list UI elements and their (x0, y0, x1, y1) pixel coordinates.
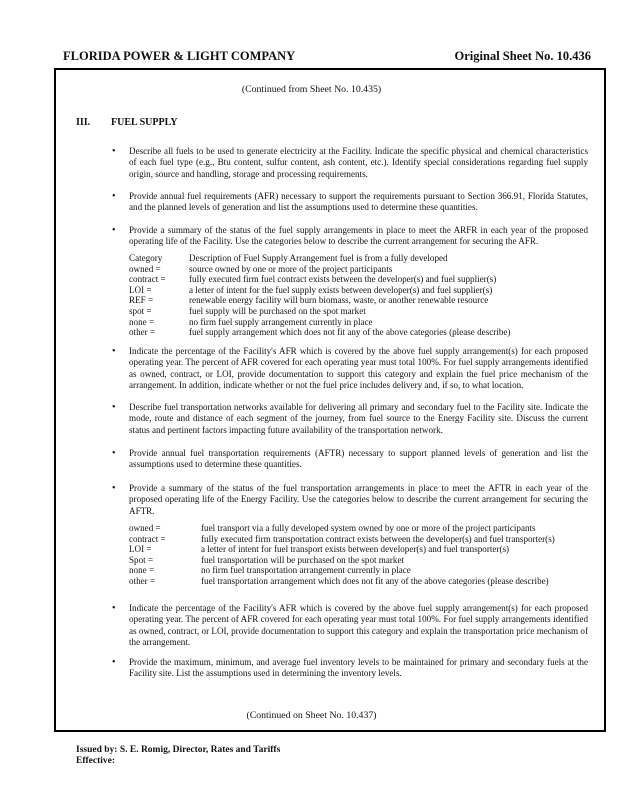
category-row (129, 576, 589, 587)
category-row (129, 253, 589, 264)
category-row (129, 306, 589, 317)
category-row (129, 327, 589, 338)
fuel-category-list (129, 253, 589, 338)
bullet-icon: • (112, 657, 116, 668)
category-desc: fuel supply arrangement which does not fit any of the above categories (please describe) (189, 327, 511, 338)
category-row (129, 523, 589, 534)
category-row (129, 295, 589, 306)
section-title: FUEL SUPPLY (111, 117, 178, 128)
company-name: FLORIDA POWER & LIGHT COMPANY (63, 49, 296, 63)
category-key: contract = (129, 533, 166, 544)
paragraph-transport-summary: Provide a summary of the status of the fuel transportation arrangements in place to meet the AFTR in each year of the proposed operating life of the Energy Facility. Use the categories below to describe the current arrangement for securing the AFTR. (129, 483, 588, 516)
effective-date: Effective: (76, 756, 116, 767)
bullet-icon: • (112, 146, 116, 157)
category-key: LOI = (129, 284, 152, 295)
category-desc: source owned by one or more of the project participants (189, 263, 393, 274)
category-row (129, 555, 589, 566)
category-desc: fuel transportation will be purchased on the spot market (201, 554, 405, 565)
category-key: none = (129, 316, 155, 327)
category-key: other = (129, 327, 156, 338)
category-desc: fuel transportation arrangement which does not fit any of the above categories (please describe) (201, 575, 549, 586)
category-desc: a letter of intent for the fuel supply exists between developer(s) and fuel supplier(s) (189, 284, 493, 295)
sheet-number: Original Sheet No. 10.436 (454, 49, 591, 63)
bullet-icon: • (112, 448, 116, 459)
category-desc: fuel supply will be purchased on the spot market (189, 305, 366, 316)
category-key: LOI = (129, 544, 152, 555)
footer (76, 745, 280, 768)
category-desc: Description of Fuel Supply Arrangement fuel is from a fully developed (189, 253, 448, 263)
category-desc: fully executed firm transportation contract exists between the developer(s) and fuel transporter(s) (201, 533, 555, 544)
category-key: owned = (129, 523, 161, 533)
category-desc: fuel transport via a fully developed system owned by one or more of the project participants (201, 523, 536, 533)
category-desc: renewable energy facility will burn biomass, waste, or another renewable resource (189, 295, 489, 306)
paragraph-transport-percentage: Indicate the percentage of the Facility's AFR which is covered by the above fuel supply arrangement(s) for each proposed operating year. The percent of AFR covered for each operating year must total 100%. For fuel supply arrangements identified as owned, contract, or LOI, provide documentation to support this category and explain the transportation price mechanism of the arrangement. (129, 603, 588, 648)
paragraph-afr-percentage: Indicate the percentage of the Facility's AFR which is covered by the above fuel supply arrangement(s) for each proposed operating year. The percent of AFR covered for each operating year must total 100%. For fuel supply arrangements identified as owned, contract, or LOI, provide documentation to support this category and explain the fuel price mechanism of the arrangement. In addition, indicate whether or not the fuel price includes delivery and, if so, to what location. (129, 346, 588, 391)
category-desc: no firm fuel supply arrangement currently in place (189, 316, 373, 327)
transport-category-list (129, 523, 589, 587)
category-row (129, 317, 589, 328)
paragraph-transport-networks: Describe fuel transportation networks available for delivering all primary and secondary fuel to the Facility site. Indicate the mode, route and distance of each segment of the journey, from fuel source to the Energy Facility site. Discuss the current status and pertinent factors impacting future availability of the transportation network. (129, 402, 588, 435)
paragraph-fuel-description: Describe all fuels to be used to generate electricity at the Facility. Indicate the specific physical and chemical characteristics of each fuel type (e.g., Btu content, sulfur content, ash content, etc.). Identify special considerations regarding fuel supply origin, source and handling, storage and processing requirements. (129, 146, 588, 179)
category-desc: no firm fuel transportation arrangement currently in place (201, 565, 411, 576)
category-key: owned = (129, 263, 161, 274)
issued-by: Issued by: S. E. Romig, Director, Rates and Tariffs (76, 745, 281, 755)
paragraph-fuel-inventory: Provide the maximum, minimum, and average fuel inventory levels to be maintained for primary and secondary fuels at the Facility site. List the assumptions used in determining the inventory levels. (129, 657, 588, 679)
category-key: none = (129, 565, 155, 576)
category-key: spot = (129, 305, 152, 316)
category-row (129, 534, 589, 545)
category-row (129, 264, 589, 275)
category-key: other = (129, 575, 156, 586)
category-desc: fully executed firm fuel contract exists between the developer(s) and fuel supplier(s) (189, 274, 497, 285)
category-row (129, 285, 589, 296)
section-number: III. (76, 117, 91, 128)
bullet-icon: • (112, 346, 116, 357)
category-key: Spot = (129, 554, 154, 565)
category-key: Category (129, 253, 163, 263)
paragraph-aftr: Provide annual fuel transportation requirements (AFTR) necessary to support planned levels of generation and list the assumptions used to determine these quantities. (129, 448, 588, 470)
continued-on-note: (Continued on Sheet No. 10.437) (246, 710, 377, 721)
bullet-icon: • (112, 191, 116, 202)
paragraph-annual-fuel-requirements: Provide annual fuel requirements (AFR) necessary to support the requirements pursuant to Section 366.91, Florida Statutes, and the planned levels of generation and list the assumptions used to determine these quantities. (129, 191, 588, 213)
continued-from-note: (Continued from Sheet No. 10.435) (241, 84, 382, 95)
bullet-icon: • (112, 603, 116, 614)
bullet-icon: • (112, 402, 116, 413)
bullet-icon: • (112, 483, 116, 494)
category-key: contract = (129, 274, 166, 285)
category-desc: a letter of intent for fuel transport exists between developer(s) and fuel transporter(s) (201, 544, 510, 555)
category-row (129, 274, 589, 285)
category-row (129, 544, 589, 555)
paragraph-fuel-supply-summary: Provide a summary of the status of the fuel supply arrangements in place to meet the ARFR in each year of the proposed operating life of the Facility. Use the categories below to describe the current arrangement for securing the AFR. (129, 225, 588, 247)
bullet-icon: • (112, 225, 116, 236)
category-row (129, 565, 589, 576)
category-key: REF = (129, 295, 154, 306)
